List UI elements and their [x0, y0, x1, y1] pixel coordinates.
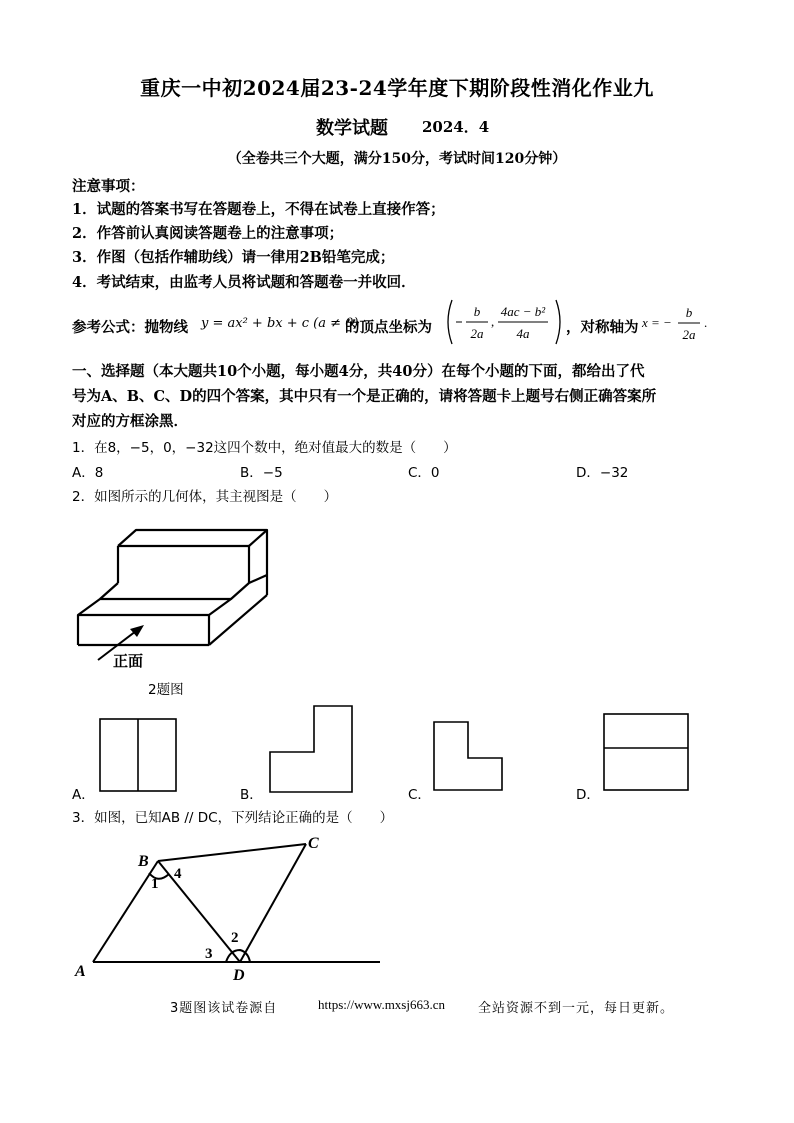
q2-caption: 2题图	[148, 682, 184, 698]
vertex-x-denominator: 2a	[470, 326, 484, 341]
q1-option-b: B．−5	[240, 465, 283, 481]
source-ad: 全站资源不到一元，每日更新。	[478, 1001, 675, 1016]
point-a-label: A	[75, 963, 86, 980]
subject-title: 数学试题	[316, 118, 388, 139]
angle-1-label: 1	[151, 876, 159, 892]
section1-intro: 一、选择题（本大题共10个小题，每小题4分，共40分）在每个小题的下面，都给出了代	[72, 363, 645, 380]
axis-denominator: 2a	[682, 327, 696, 342]
q3-stem: 3．如图，已知AB // DC，下列结论正确的是（ ）	[72, 810, 394, 826]
exam-info: （全卷共三个大题，满分150分，考试时间120分钟）	[227, 151, 567, 167]
angle-2-label: 2	[231, 930, 239, 946]
section1-intro: 对应的方框涂黑．	[72, 413, 188, 430]
angle-3-label: 3	[205, 946, 213, 962]
q1-option-d: D．−32	[576, 465, 629, 481]
axis-label: ，对称轴为	[566, 319, 639, 336]
note-item: 2．作答前认真阅读答题卷上的注意事项；	[72, 225, 344, 242]
vertex-y-denominator: 4a	[516, 326, 530, 341]
notes-heading: 注意事项：	[72, 178, 145, 195]
svg-text:.: .	[704, 315, 708, 330]
svg-text:,: ,	[491, 314, 495, 329]
q2-stem: 2．如图所示的几何体，其主视图是（ ）	[72, 489, 338, 505]
q2-option-a-figure	[96, 715, 180, 795]
vertex-y-numerator: 4ac − b²	[500, 304, 546, 319]
point-d-label: D	[233, 967, 245, 984]
parabola-equation: y = ax² + bx + c (a ≠ 0)	[201, 316, 359, 331]
front-label: 正面	[113, 654, 144, 670]
axis-formula	[640, 300, 720, 346]
axis-numerator: b	[685, 305, 693, 320]
q2-option-a-label: A．	[72, 787, 95, 803]
q2-option-d-label: D．	[576, 787, 600, 803]
vertex-formula	[442, 296, 566, 348]
vertex-x-numerator: b	[473, 304, 481, 319]
source-url[interactable]: https://www.mxsj663.cn	[318, 997, 445, 1012]
q2-option-c-figure	[430, 718, 510, 794]
q2-option-d-figure	[600, 710, 692, 794]
q3-caption: 3题图该试卷源自	[170, 1001, 278, 1016]
note-item: 4．考试结束，由监考人员将试题和答题卷一并收回．	[72, 274, 416, 291]
note-item: 1．试题的答案书写在答题卷上，不得在试卷上直接作答；	[72, 201, 445, 218]
q1-stem: 1．在8，−5，0，−32这四个数中，绝对值最大的数是（ ）	[72, 440, 457, 456]
q1-option-a: A．8	[72, 465, 104, 481]
note-item: 3．作图（包括作辅助线）请一律用2B铅笔完成；	[72, 249, 395, 266]
axis-lhs: x = −	[642, 315, 672, 330]
q2-solid-figure	[60, 515, 290, 675]
angle-4-label: 4	[174, 866, 182, 882]
section1-intro: 号为A、B、C、D的四个答案，其中只有一个是正确的，请将答题卡上题号右侧正确答案所	[72, 388, 657, 405]
q3-figure	[70, 828, 400, 988]
exam-title: 重庆一中初2024届23-24学年度下期阶段性消化作业九	[140, 76, 654, 100]
q1-option-c: C．0	[408, 465, 440, 481]
exam-date: 2024．4	[422, 118, 490, 136]
point-c-label: C	[308, 835, 319, 852]
q2-option-b-label: B．	[240, 787, 263, 803]
q2-option-b-figure	[266, 702, 356, 796]
point-b-label: B	[138, 853, 149, 870]
vertex-label: 的顶点坐标为	[345, 319, 432, 336]
q2-option-c-label: C．	[408, 787, 431, 803]
formula-prefix: 参考公式：抛物线	[72, 319, 188, 336]
